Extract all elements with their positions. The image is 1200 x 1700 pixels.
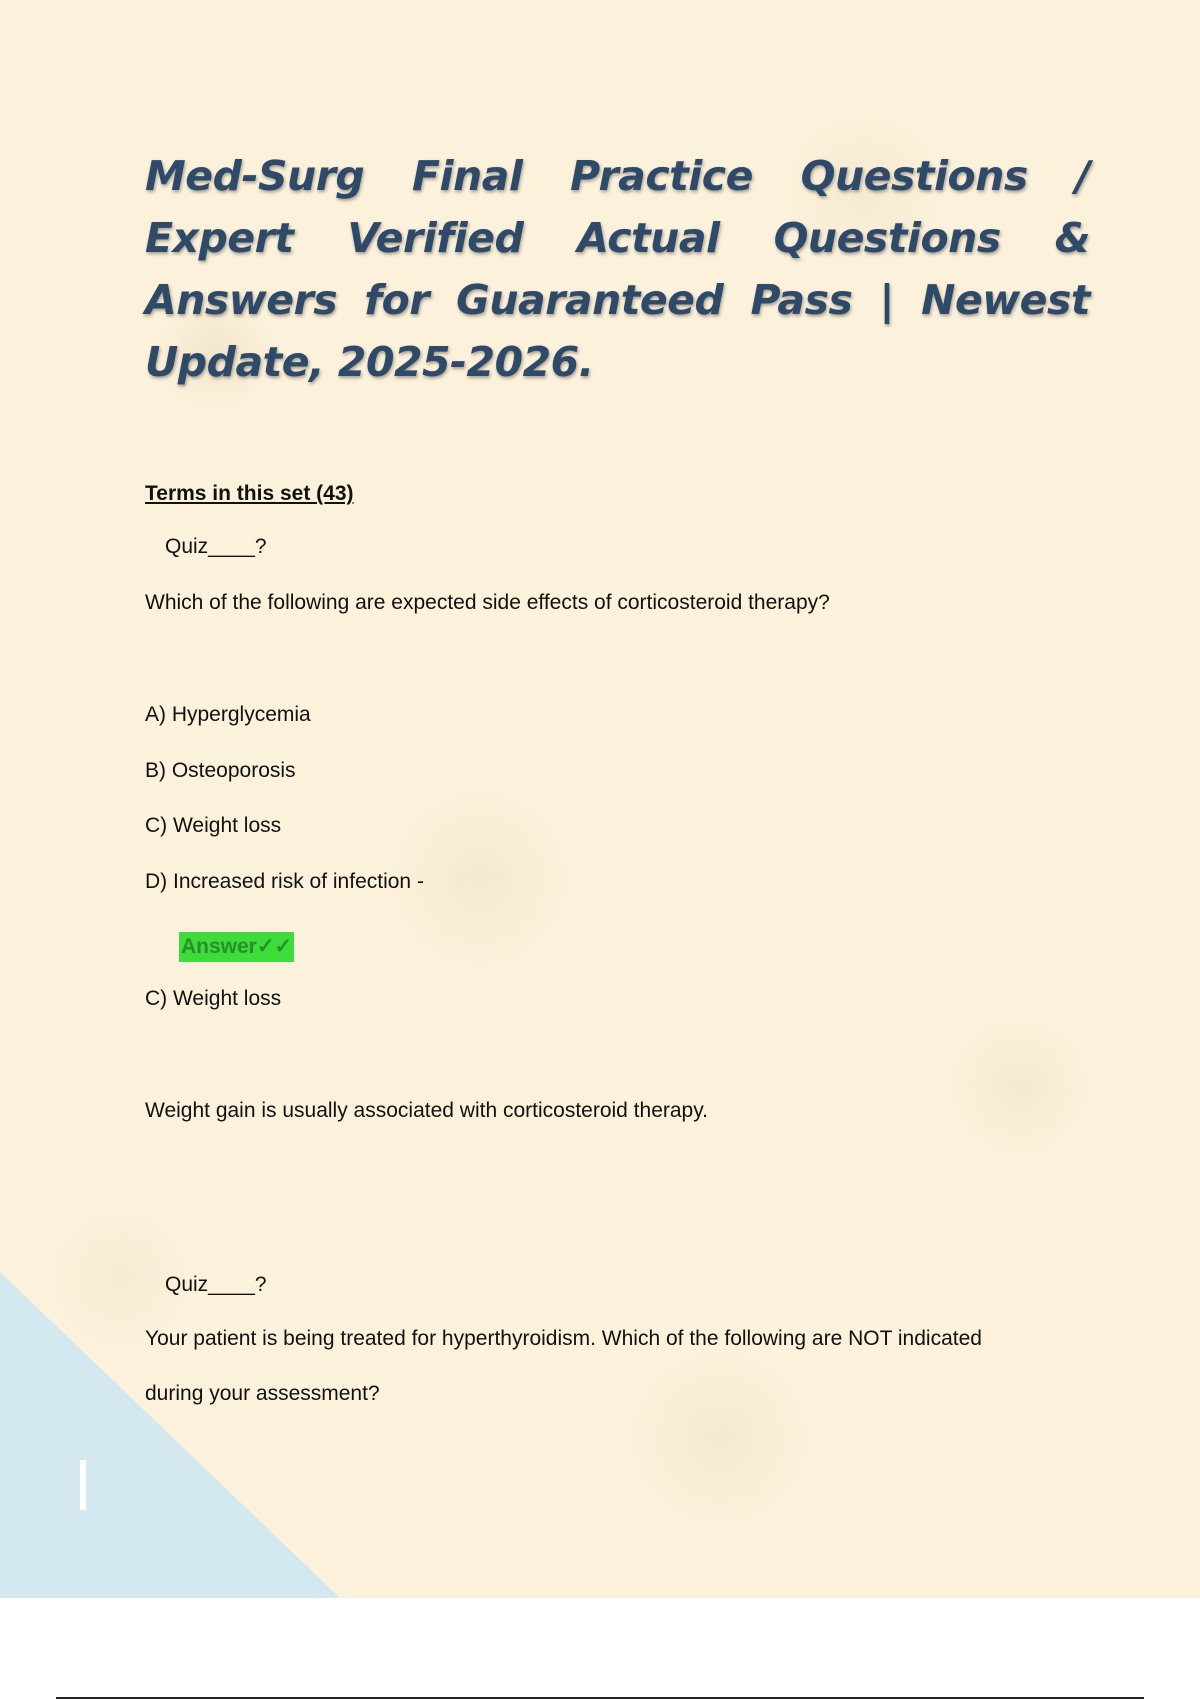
terms-heading: Terms in this set (43)	[145, 482, 354, 505]
footer-rule	[56, 1697, 1144, 1699]
question-2-text-line-2: during your assessment?	[145, 1382, 380, 1405]
question-1-option-a: A) Hyperglycemia	[145, 703, 311, 726]
document-title: Med-Surg Final Practice Questions / Expert Verified Actual Questions & Answers for Guaranteed Pass | Newest Update, 2025-2026.	[145, 152, 1090, 386]
question-2-prefix: Quiz____?	[165, 1273, 267, 1296]
question-1-option-c: C) Weight loss	[145, 814, 282, 837]
question-1-rationale: Weight gain is usually associated with corticosteroid therapy.	[145, 1099, 709, 1122]
question-1-option-d: D) Increased risk of infection -	[145, 870, 424, 893]
answer-label: Answer✓✓	[179, 932, 294, 962]
document-content	[145, 145, 1090, 1405]
question-2-text-line-1: Your patient is being treated for hyperthyroidism. Which of the following are NOT indicated	[145, 1327, 982, 1350]
question-1-answer: C) Weight loss	[145, 987, 282, 1010]
question-1-prefix: Quiz____?	[165, 535, 267, 558]
question-1-text: Which of the following are expected side effects of corticosteroid therapy?	[145, 591, 830, 614]
corner-bar-decoration	[80, 1460, 86, 1510]
question-1-option-b: B) Osteoporosis	[145, 759, 296, 782]
